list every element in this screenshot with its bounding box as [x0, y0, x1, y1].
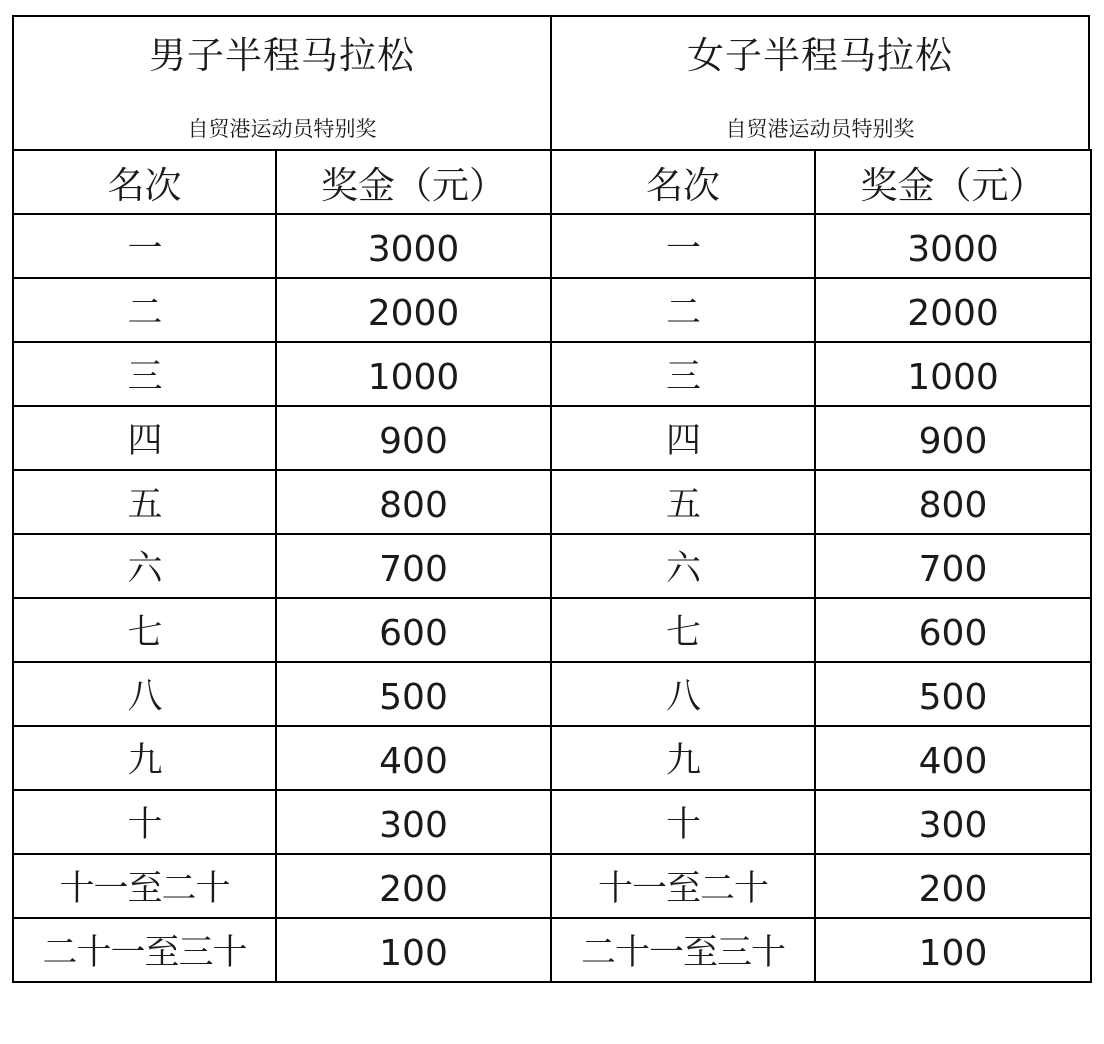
women-rank-cell: 七: [551, 598, 815, 662]
table-row: [13, 342, 1091, 406]
table-row: [13, 790, 1091, 854]
table-row: [13, 278, 1091, 342]
men-prize-cell: 2000: [276, 278, 551, 342]
women-rank-cell: 三: [551, 342, 815, 406]
women-prize-header: 奖金（元）: [815, 150, 1091, 214]
women-section-title: 女子半程马拉松: [687, 34, 953, 77]
men-rank-cell: 二十一至三十: [13, 918, 276, 982]
men-section-header: [12, 15, 550, 149]
women-rank-cell: 八: [551, 662, 815, 726]
men-rank-cell: 七: [13, 598, 276, 662]
prize-table-document: [12, 15, 1090, 1031]
men-rank-cell: 五: [13, 470, 276, 534]
women-rank-cell: 四: [551, 406, 815, 470]
men-prize-cell: 500: [276, 662, 551, 726]
men-rank-cell: 九: [13, 726, 276, 790]
prize-table: [12, 149, 1092, 983]
men-prize-cell: 200: [276, 854, 551, 918]
table-row: [13, 214, 1091, 278]
men-section-subtitle: 自贸港运动员特别奖: [187, 117, 377, 141]
women-rank-cell: 十: [551, 790, 815, 854]
men-rank-header: 名次: [13, 150, 276, 214]
women-rank-header: 名次: [551, 150, 815, 214]
men-rank-cell: 二: [13, 278, 276, 342]
women-prize-cell: 800: [815, 470, 1091, 534]
men-prize-cell: 1000: [276, 342, 551, 406]
women-rank-cell: 一: [551, 214, 815, 278]
men-prize-cell: 100: [276, 918, 551, 982]
women-rank-cell: 五: [551, 470, 815, 534]
women-prize-cell: 200: [815, 854, 1091, 918]
women-prize-cell: 700: [815, 534, 1091, 598]
men-rank-cell: 六: [13, 534, 276, 598]
women-rank-cell: 二十一至三十: [551, 918, 815, 982]
men-prize-header: 奖金（元）: [276, 150, 551, 214]
men-prize-cell: 600: [276, 598, 551, 662]
women-prize-cell: 900: [815, 406, 1091, 470]
men-rank-cell: 三: [13, 342, 276, 406]
section-headers: [12, 15, 1090, 149]
women-prize-cell: 400: [815, 726, 1091, 790]
women-prize-cell: 300: [815, 790, 1091, 854]
men-prize-cell: 700: [276, 534, 551, 598]
men-rank-cell: 一: [13, 214, 276, 278]
table-row: [13, 918, 1091, 982]
women-prize-cell: 3000: [815, 214, 1091, 278]
men-rank-cell: 十: [13, 790, 276, 854]
table-row: [13, 854, 1091, 918]
men-rank-cell: 四: [13, 406, 276, 470]
table-row: [13, 470, 1091, 534]
men-section-title: 男子半程马拉松: [149, 34, 415, 77]
table-row: [13, 598, 1091, 662]
women-rank-cell: 六: [551, 534, 815, 598]
table-row: [13, 406, 1091, 470]
women-rank-cell: 二: [551, 278, 815, 342]
men-prize-cell: 300: [276, 790, 551, 854]
women-section-header: [550, 15, 1090, 149]
women-prize-cell: 100: [815, 918, 1091, 982]
women-prize-cell: 2000: [815, 278, 1091, 342]
women-prize-cell: 600: [815, 598, 1091, 662]
men-prize-cell: 400: [276, 726, 551, 790]
men-prize-cell: 800: [276, 470, 551, 534]
men-rank-cell: 八: [13, 662, 276, 726]
women-rank-cell: 十一至二十: [551, 854, 815, 918]
women-section-subtitle: 自贸港运动员特别奖: [725, 117, 915, 141]
men-prize-cell: 3000: [276, 214, 551, 278]
women-prize-cell: 1000: [815, 342, 1091, 406]
women-prize-cell: 500: [815, 662, 1091, 726]
table-row: [13, 534, 1091, 598]
table-row: [13, 662, 1091, 726]
column-header-row: [13, 150, 1091, 214]
prize-rows: [13, 214, 1091, 982]
men-prize-cell: 900: [276, 406, 551, 470]
women-rank-cell: 九: [551, 726, 815, 790]
men-rank-cell: 十一至二十: [13, 854, 276, 918]
table-row: [13, 726, 1091, 790]
